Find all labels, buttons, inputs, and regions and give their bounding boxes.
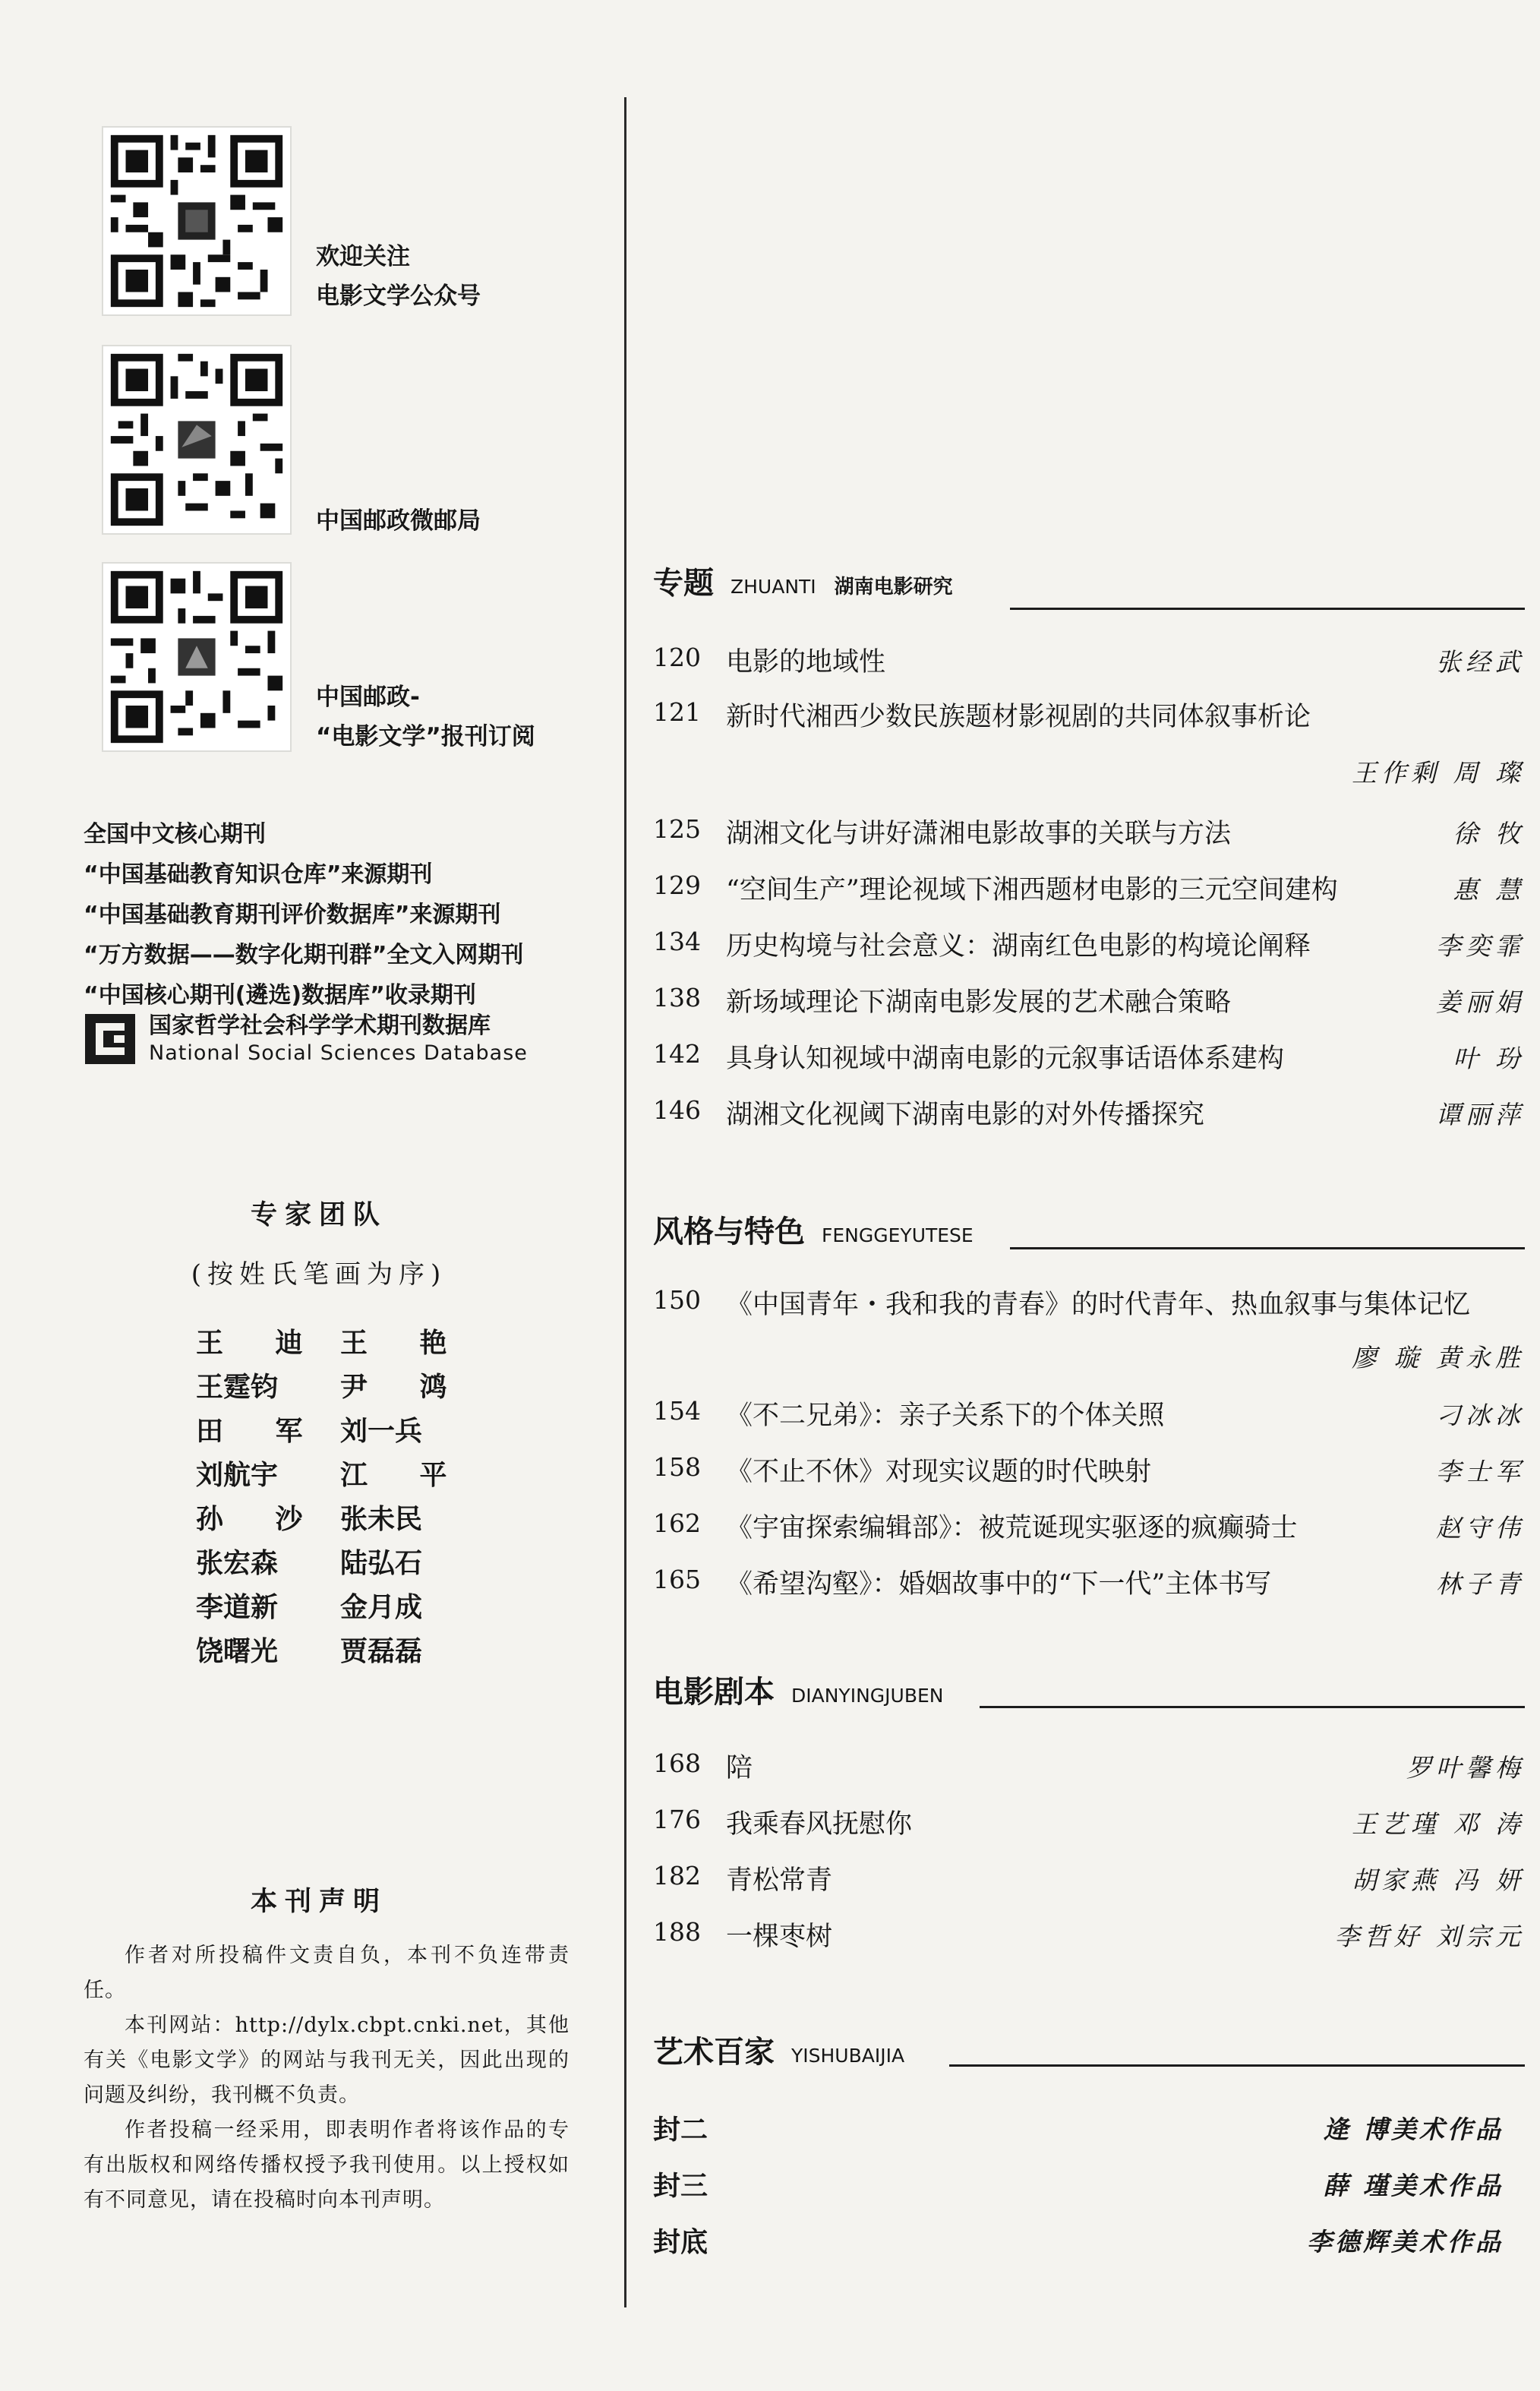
toc-page: 165 [653,1565,701,1594]
toc-title: “空间生产”理论视域下湘西题材电影的三元空间建构 [726,875,1338,905]
toc-title: 湖湘文化与讲好潇湘电影故事的关联与方法 [726,819,1232,849]
toc-authors: 刁冰冰 [1436,1401,1525,1430]
art-work: 李德辉美术作品 [1307,2227,1504,2257]
qr-code-icon [103,128,290,314]
toc-authors: 李奕霏 [1436,931,1525,961]
toc-page: 129 [653,870,701,900]
section-title-cn: 风格与特色 [653,1214,805,1249]
qr-caption-line: 电影文学公众号 [316,283,481,310]
expert-team-subtitle: (按姓氏笔画为序) [191,1259,447,1290]
indexing-list [84,814,523,1015]
expert-name: 张宏森 [196,1548,279,1579]
nssd-name-en: National Social Sciences Database [149,1041,528,1065]
toc-page: 154 [653,1396,701,1426]
toc-page: 120 [653,643,701,672]
section-juben-header [653,1668,943,1711]
expert-name: 陆弘石 [340,1548,423,1579]
toc-title: 一棵枣树 [726,1922,833,1952]
toc-title: 新时代湘西少数民族题材影视剧的共同体叙事析论 [726,702,1311,732]
section-title-en: YISHUBAIJIA [791,2045,905,2067]
expert-name: 孙 沙 [196,1504,324,1535]
column-divider [624,97,626,2307]
toc-page: 134 [653,927,701,956]
toc-authors-continued: 王作剩 周 璨 [1352,758,1525,788]
statement-paragraph: 作者投稿一经采用，即表明作者将该作品的专有出版权和网络传播权授予我刊使用。以上授权如有不同意见，请在投稿时向本刊声明。 [84,2118,570,2212]
toc-entry[interactable] [653,808,1525,854]
toc-page: 188 [653,1917,701,1947]
toc-page: 158 [653,1452,701,1482]
section-rule [949,2064,1525,2067]
toc-title: 具身认知视域中湖南电影的元叙事话语体系建构 [726,1044,1285,1074]
qr-code-wechat[interactable] [102,126,292,316]
toc-page: 146 [653,1095,701,1125]
art-placement: 封底 [653,2227,708,2258]
expert-name: 饶曙光 [196,1636,279,1667]
nssd-badge [84,1012,528,1066]
statement-title: 本刊声明 [250,1887,387,1917]
indexing-item: “中国核心期刊(遴选)数据库”收录期刊 [84,982,476,1009]
art-placement: 封二 [653,2115,708,2146]
qr-caption-wechat [316,237,481,316]
section-subtitle: 湖南电影研究 [834,576,953,599]
toc-title: 历史构境与社会意义：湖南红色电影的构境论阐释 [726,931,1311,962]
toc-authors: 赵守伟 [1436,1513,1525,1543]
toc-authors: 叶 玢 [1453,1044,1525,1073]
qr-caption-line: 中国邮政微邮局 [316,507,481,535]
statement-body [84,1938,570,2218]
section-title-en: ZHUANTI [731,576,816,598]
indexing-item: “万方数据——数字化期刊群”全文入网期刊 [84,942,524,968]
toc-title: 陪 [726,1753,753,1783]
qr-caption-line: 中国邮政- [316,684,420,711]
toc-title: 《中国青年・我和我的青春》的时代青年、热血叙事与集体记忆 [726,1290,1471,1320]
qr-code-post-office[interactable] [102,345,292,535]
section-fengge-header [653,1208,974,1251]
toc-entry[interactable] [653,921,1525,966]
art-entry[interactable] [653,2160,1504,2206]
toc-entry[interactable] [653,1855,1525,1900]
toc-entry[interactable] [653,636,1525,682]
toc-title: 电影的地域性 [726,647,886,678]
toc-entry[interactable] [653,691,1525,737]
toc-entry[interactable] [653,1446,1525,1492]
toc-entry[interactable] [653,1742,1525,1788]
toc-title: 《希望沟壑》：婚姻故事中的“下一代”主体书写 [726,1569,1272,1600]
toc-authors: 胡家燕 冯 妍 [1352,1865,1525,1895]
art-work: 薛 瑾美术作品 [1323,2171,1504,2200]
indexing-item: “中国基础教育知识仓库”来源期刊 [84,861,433,888]
expert-name: 江 平 [340,1460,469,1491]
section-title-en: FENGGEYUTESE [822,1224,974,1246]
expert-name: 金月成 [340,1592,423,1623]
qr-code-icon [103,346,290,533]
toc-title: 《不二兄弟》：亲子关系下的个体关照 [726,1401,1165,1431]
qr-caption-subscription [316,678,535,756]
qr-caption-line: “电影文学”报刊订阅 [316,723,535,750]
art-entry[interactable] [653,2216,1504,2262]
qr-caption-post-office [316,501,481,541]
toc-authors: 姜丽娟 [1436,987,1525,1017]
section-title-cn: 电影剧本 [653,1675,775,1710]
art-entry[interactable] [653,2104,1504,2149]
section-rule [1010,608,1525,610]
toc-title: 我乘春风抚慰你 [726,1809,913,1840]
expert-name: 刘航宇 [196,1460,279,1491]
toc-page: 142 [653,1039,701,1069]
toc-page: 138 [653,983,701,1012]
art-work: 逄 博美术作品 [1323,2115,1504,2144]
toc-entry[interactable] [653,977,1525,1022]
toc-page: 168 [653,1748,701,1778]
toc-entry[interactable] [653,1033,1525,1079]
toc-entry[interactable] [653,1502,1525,1548]
toc-page: 121 [653,697,701,727]
toc-page: 182 [653,1861,701,1890]
expert-name: 田 军 [196,1416,324,1447]
toc-title: 新场域理论下湖南电影发展的艺术融合策略 [726,987,1232,1018]
expert-name: 王霆钧 [196,1372,279,1403]
expert-name: 张未民 [340,1504,423,1535]
toc-title: 湖湘文化视阈下湖南电影的对外传播探究 [726,1100,1205,1130]
toc-entry[interactable] [653,1559,1525,1604]
qr-code-icon [103,564,290,750]
toc-authors: 徐 牧 [1453,819,1525,848]
toc-page: 162 [653,1508,701,1538]
toc-page: 176 [653,1805,701,1834]
section-zhuanti-header [653,559,953,602]
toc-entry[interactable] [653,1911,1525,1957]
expert-name: 贾磊磊 [340,1636,423,1667]
toc-authors: 李哲好 刘宗元 [1334,1922,1525,1951]
qr-caption-line: 欢迎关注 [316,243,410,270]
toc-title: 《宇宙探索编辑部》：被荒诞现实驱逐的疯癫骑士 [726,1513,1298,1543]
section-rule [1010,1247,1525,1249]
section-title-cn: 专题 [653,566,714,601]
toc-authors: 谭丽萍 [1436,1100,1525,1129]
toc-entry[interactable] [653,1279,1525,1325]
qr-code-subscription[interactable] [102,562,292,752]
toc-authors: 林子青 [1436,1569,1525,1599]
toc-authors: 张经武 [1436,647,1525,677]
toc-authors: 罗叶馨梅 [1406,1753,1525,1783]
toc-page: 125 [653,814,701,844]
expert-team-list [196,1322,530,1674]
toc-authors: 惠 慧 [1453,875,1525,905]
toc-authors: 王艺瑾 邓 涛 [1352,1809,1525,1839]
expert-name: 尹 鸿 [340,1372,469,1403]
expert-team-title: 专家团队 [250,1200,387,1230]
section-title-cn: 艺术百家 [653,2035,775,2070]
expert-name: 王 迪 [196,1328,324,1359]
toc-title: 《不止不休》对现实议题的时代映射 [726,1457,1152,1487]
nssd-logo-icon [84,1012,137,1066]
statement-paragraph: 作者对所投稿件文责自负，本刊不负连带责任。 [84,1944,570,2002]
toc-title: 青松常青 [726,1865,833,1896]
toc-authors-continued: 廖 璇 黄永胜 [1352,1343,1525,1372]
art-placement: 封三 [653,2171,708,2202]
toc-entry[interactable] [653,1390,1525,1436]
toc-page: 150 [653,1285,701,1315]
indexing-item: 全国中文核心期刊 [84,821,266,848]
expert-name: 王 艳 [340,1328,469,1359]
section-title-en: DIANYINGJUBEN [791,1685,944,1707]
toc-entry[interactable] [653,1089,1525,1135]
toc-entry[interactable] [653,1799,1525,1844]
expert-name: 李道新 [196,1592,279,1623]
section-yishu-header [653,2028,904,2071]
toc-authors: 李士军 [1436,1457,1525,1486]
toc-entry[interactable] [653,864,1525,910]
indexing-item: “中国基础教育期刊评价数据库”来源期刊 [84,902,501,928]
section-rule [980,1706,1525,1708]
nssd-name-cn: 国家哲学社会科学学术期刊数据库 [149,1012,491,1039]
statement-paragraph: 本刊网站：http://dylx.cbpt.cnki.net，其他有关《电影文学》的网站与我刊无关，因此出现的问题及纠纷，我刊概不负责。 [84,2014,570,2107]
expert-name: 刘一兵 [340,1416,423,1447]
